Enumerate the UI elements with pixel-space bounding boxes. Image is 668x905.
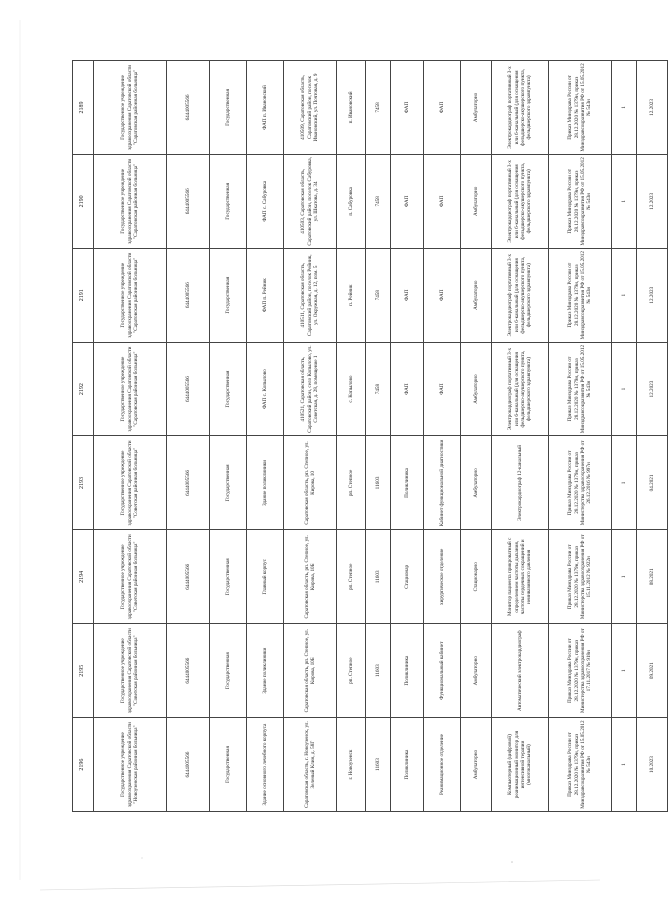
- table-cell: Государственная: [210, 154, 247, 248]
- table-cell: Амбулаторно: [461, 248, 492, 342]
- table-cell: Государственное учреждение здравоохранения Саратовской области "Новоузенская районная больница": [94, 718, 167, 812]
- table-cell: Государственная: [210, 530, 247, 624]
- table-cell: Электрокардиограф 12-канальный: [492, 436, 549, 530]
- table-cell: с. Копылово: [337, 342, 366, 436]
- table-cell: 1: [612, 436, 637, 530]
- table-cell: Электрокардиограф портативный 3-х или 6-канальный (для оснащения фельдшерско-акушерского пункта, фельдшерского здравпункта): [492, 248, 549, 342]
- table-cell: Амбулаторно: [461, 342, 492, 436]
- table-cell: ФАП: [424, 342, 461, 436]
- table-cell: Амбулаторно: [461, 718, 492, 812]
- table-cell: 1: [612, 154, 637, 248]
- table-cell: ФАП п. Рейник: [247, 248, 284, 342]
- table-cell: 10.2023: [637, 718, 668, 812]
- table-cell: 7458: [366, 342, 391, 436]
- table-cell: Приказ Минздрава России от 28.12.2020 № 1379н, приказ Минздравсоцразвития РФ от 15.05.2012 № 543н: [549, 718, 612, 812]
- table-cell: Функциональный кабинет: [424, 624, 461, 718]
- table-cell: Саратовская область, г. Новоузенск, ул. Зеленый Клин, д. 58Г: [284, 718, 337, 812]
- table-cell: Амбулаторно: [461, 61, 492, 155]
- table-row-organization: [94, 61, 167, 812]
- table-cell: ФАП п. Ивановский: [247, 61, 284, 155]
- table-cell: Государственное учреждение здравоохранения Саратовской области "Саратовская районная больница": [94, 154, 167, 248]
- column-number: 2195: [73, 624, 94, 718]
- table-cell: Государственное учреждение здравоохранения Саратовской области "Саратовская районная больница": [94, 248, 167, 342]
- table-cell: ФАП: [424, 154, 461, 248]
- table-cell: п. Рейник: [337, 248, 366, 342]
- table-cell: Приказ Минздрава России от 28.12.2020 № 1379н, приказ Министерства здравоохранения РФ от 26.12.2016 № 997н: [549, 436, 612, 530]
- table-cell: Стационар: [391, 530, 424, 624]
- table-row-date: [637, 61, 668, 812]
- column-number: 2192: [73, 342, 94, 436]
- table-cell: Приказ Минздрава России от 28.12.2020 № 1379н, приказ Минздравсоцразвития РФ от 15.05.2012 № 543н: [549, 342, 612, 436]
- table-cell: Государственная: [210, 436, 247, 530]
- table-cell: Государственное учреждение здравоохранения Саратовской области "Советская районная больница": [94, 530, 167, 624]
- table-cell: рп. Степное: [337, 624, 366, 718]
- table-cell: Электрокардиограф портативный 3-х или 6-канальный (для оснащения фельдшерско-акушерского пункта, фельдшерского здравпункта): [492, 342, 549, 436]
- table-row-condition: [461, 61, 492, 812]
- table-cell: Государственное учреждение здравоохранения Саратовской области "Саратовская районная больница": [94, 61, 167, 155]
- table-cell: Саратовская область, рп. Степное, ул. Кирова, 10Б: [284, 624, 337, 718]
- column-number: 2193: [73, 436, 94, 530]
- table-cell: Приказ Минздрава России от 28.12.2020 № 1379н, приказ Министерства здравоохранения РФ от 17.11.2017 № 918н: [549, 624, 612, 718]
- table-cell: хирургическое отделение: [424, 530, 461, 624]
- table-cell: ФАП: [391, 154, 424, 248]
- table-cell: 04.2021: [637, 436, 668, 530]
- table-cell: 12.2023: [637, 248, 668, 342]
- table-cell: 410521, Саратовская область, Саратовский район, село Копылово, ул. Советская, д. 28, помещение 1: [284, 342, 337, 436]
- table-row-ownership: [210, 61, 247, 812]
- table-cell: п. Сабуровка: [337, 154, 366, 248]
- table-row-quantity: [612, 61, 637, 812]
- table-cell: Компьютерный (цифровой) реанимационный монитор для интенсивной терапии (многоканальный): [492, 718, 549, 812]
- table-cell: Саратовская область, рп. Степное, ул. Кирова, 10: [284, 436, 337, 530]
- table-cell: Приказ Минздрава России от 28.12.2020 № 1379н, приказ Минздравсоцразвития РФ от 15.05.2012 № 543н: [549, 61, 612, 155]
- table-cell: 6444005566: [167, 624, 210, 718]
- table-cell: Кабинет функциональной диагностики: [424, 436, 461, 530]
- table-cell: 1: [612, 530, 637, 624]
- table-cell: Государственная: [210, 718, 247, 812]
- table-cell: 7458: [366, 61, 391, 155]
- table-row-inn: [167, 61, 210, 812]
- table-cell: Государственное учреждение здравоохранения Саратовской области "Советская районная больница": [94, 436, 167, 530]
- table-cell: 1: [612, 624, 637, 718]
- table-cell: 12.2023: [637, 342, 668, 436]
- table-cell: Здание поликлиники: [247, 624, 284, 718]
- table-row-document: [549, 61, 612, 812]
- rotated-page: [72, 60, 655, 812]
- table-cell: 7458: [366, 154, 391, 248]
- table-cell: Государственное учреждение здравоохранения Саратовской области "Советская районная больница": [94, 624, 167, 718]
- table-cell: Государственная: [210, 342, 247, 436]
- table-cell: Амбулаторно: [461, 154, 492, 248]
- table-row-locality: [337, 61, 366, 812]
- table-cell: Электрокардиограф портативный 3-х или 6-канальный (для оснащения фельдшерско-акушерского пункта, фельдшерского здравпункта): [492, 154, 549, 248]
- table-cell: ФАП с. Копылово: [247, 342, 284, 436]
- table-cell: 1: [612, 342, 637, 436]
- table-cell: 410503, Саратовская область, Саратовский район, поселок Сабуровка, ул. Шкатова, д. 34: [284, 154, 337, 248]
- table-cell: Государственная: [210, 61, 247, 155]
- table-cell: Государственная: [210, 248, 247, 342]
- table-cell: Амбулаторно: [461, 624, 492, 718]
- table-cell: 410509, Саратовская область, Саратовский район, поселок Ивановский, ул. Почтовая, д. 9: [284, 61, 337, 155]
- table-cell: 12.2023: [637, 61, 668, 155]
- table-cell: Приказ Минздрава России от 28.12.2020 № 1379н, приказ Министерства здравоохранения РФ от 15.11.2012 № 922н: [549, 530, 612, 624]
- table-cell: Электрокардиограф портативный 3-х или 6-канальный (для оснащения фельдшерско-акушерского пункта, фельдшерского здравпункта): [492, 61, 549, 155]
- column-number: 2190: [73, 154, 94, 248]
- column-number: 2191: [73, 248, 94, 342]
- column-number: 2189: [73, 61, 94, 155]
- table-cell: ФАП: [391, 61, 424, 155]
- table-cell: Здание поликлиники: [247, 436, 284, 530]
- table-cell: п. Ивановский: [337, 61, 366, 155]
- table-row-code: [366, 61, 391, 812]
- table-cell: Государственное учреждение здравоохранения Саратовской области "Саратовская районная больница": [94, 342, 167, 436]
- table-cell: 7458: [366, 248, 391, 342]
- table-cell: 1: [612, 718, 637, 812]
- equipment-table: [72, 60, 668, 812]
- table-cell: 6444005566: [167, 248, 210, 342]
- table-cell: Здание основного лечебного корпуса: [247, 718, 284, 812]
- table-row-building: [247, 61, 284, 812]
- table-cell: Приказ Минздрава России от 28.12.2020 № 1379н, приказ Минздравсоцразвития РФ от 15.05.2012 № 543н: [549, 154, 612, 248]
- table-row-division: [391, 61, 424, 812]
- table-cell: ФАП: [424, 61, 461, 155]
- table-header-row: [73, 61, 94, 812]
- table-cell: Амбулаторно: [461, 436, 492, 530]
- table-cell: Реанимационное отделение: [424, 718, 461, 812]
- table-cell: г. Новоузенск: [337, 718, 366, 812]
- table-row-device: [492, 61, 549, 812]
- table-cell: 410511, Саратовская область, Саратовский район, поселок Рейник, ул. Окружная, д. 12, пом. 5: [284, 248, 337, 342]
- table-cell: 6444005566: [167, 154, 210, 248]
- table-cell: ФАП: [424, 248, 461, 342]
- table-cell: Автоматический электрокардиограф: [492, 624, 549, 718]
- column-number: 2196: [73, 718, 94, 812]
- table-cell: 6444005566: [167, 436, 210, 530]
- table-cell: 11603: [366, 718, 391, 812]
- table-row-address: [284, 61, 337, 812]
- table-cell: ФАП с. Сабуровка: [247, 154, 284, 248]
- table-cell: Поликлиника: [391, 624, 424, 718]
- table-cell: 1: [612, 248, 637, 342]
- table-cell: рп. Степное: [337, 436, 366, 530]
- table-cell: Стационарно: [461, 530, 492, 624]
- column-number: 2194: [73, 530, 94, 624]
- table-cell: 6444005566: [167, 718, 210, 812]
- table-cell: Саратовская область, рп. Степное, ул. Кирова, 10Б: [284, 530, 337, 624]
- table-cell: 6444005566: [167, 530, 210, 624]
- table-cell: 6444005566: [167, 61, 210, 155]
- table-cell: 11603: [366, 624, 391, 718]
- table-cell: 11603: [366, 530, 391, 624]
- table-cell: 09.2021: [637, 624, 668, 718]
- table-cell: Поликлиника: [391, 436, 424, 530]
- table-cell: ФАП: [391, 248, 424, 342]
- table-cell: 08.2021: [637, 530, 668, 624]
- table-cell: Приказ Минздрава России от 28.12.2020 № 1379н, приказ Минздравсоцразвития РФ от 15.05.2012 № 543н: [549, 248, 612, 342]
- table-cell: 12.2023: [637, 154, 668, 248]
- table-cell: 6444005566: [167, 342, 210, 436]
- table-cell: Поликлиника: [391, 718, 424, 812]
- table-row-unit: [424, 61, 461, 812]
- table-cell: 1: [612, 61, 637, 155]
- table-cell: Главный корпус: [247, 530, 284, 624]
- table-cell: рп. Степное: [337, 530, 366, 624]
- table-cell: 11603: [366, 436, 391, 530]
- table-cell: Государственная: [210, 624, 247, 718]
- table-cell: ФАП: [391, 342, 424, 436]
- table-cell: Монитор пациента прикроватный с определением частоты дыхания, частоты сердечных сокращений и неинвазивного давления: [492, 530, 549, 624]
